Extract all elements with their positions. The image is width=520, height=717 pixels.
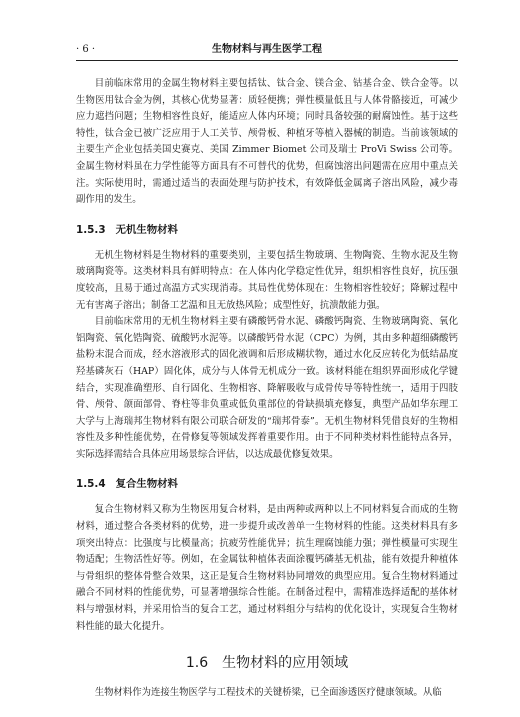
section-title: 生物材料的应用领域 xyxy=(222,655,349,672)
subsection-heading-1-5-4 xyxy=(76,476,458,492)
running-header xyxy=(76,40,458,61)
page-number: · 6 · xyxy=(76,44,96,55)
subsection-title: 无机生物材料 xyxy=(115,223,178,236)
paragraph-metal-materials: 目前临床常用的金属生物材料主要包括钛、钛合金、镁合金、钴基合金、铁合金等。以生物医用钛合金为例，其核心优势显著：质轻便携；弹性模量低且与人体骨骼接近，可减少应力遮挡问题；生物相容性良好，能适应人体内环境；同时具备较强的耐腐蚀性。基于这些特性，钛合金已被广泛应用于人工关节、颅骨板、种植牙等植入器械的制造。当前该领域的主要生产企业包括美国史赛克、美国 Zimmer Biomet 公司及瑞士 ProVi Swiss 公司等。金属生物材料虽在力学性能等方面具有不可替代的优势，但腐蚀溶出问题需在应用中重点关注。实际使用时，需通过适当的表面处理与防护技术，有效降低金属离子溶出风险，减少毒副作用的发生。 xyxy=(76,78,458,206)
running-title: 生物材料与再生医学工程 xyxy=(212,44,322,55)
subsection-title: 复合生物材料 xyxy=(115,478,178,491)
section-heading-1-6 xyxy=(76,653,458,673)
paragraph-inorganic-clinical: 目前临床常用的无机生物材料主要有磷酸钙骨水泥、磷酸钙陶瓷、生物玻璃陶瓷、氧化铝陶瓷、氧化锆陶瓷、硫酸钙水泥等。以磷酸钙骨水泥（CPC）为例，其由多种超细磷酸钙盐粉末混合而成，经水溶液形式的固化液调和后形成糊状物，通过水化反应转化为低结晶度羟基磷灰石（HAP）固化体，成分与人体骨无机成分一致。该材料能在组织界面形成化学键结合，实现准确塑形、自行固化、生物相容、降解吸收与成骨传导等特性统一，适用于四肢骨、颅骨、颌面部骨、脊柱等非负重或低负重部位的骨缺损填充修复，典型产品如华东理工大学与上海瑞邦生物材料有限公司联合研发的“瑞邦骨泰”。无机生物材料凭借良好的生物相容性及多种性能优势，在骨修复等领域发挥着重要作用。由于不同种类材料性能特点各异，实际选择需结合具体应用场景综合评估，以达成最优修复效果。 xyxy=(76,316,458,460)
subsection-heading-1-5-3 xyxy=(76,222,458,238)
paragraph-application-intro: 生物材料作为连接生物医学与工程技术的关键桥梁，已全面渗透医疗健康领域。从临 xyxy=(94,687,442,699)
subsection-number: 1.5.4 xyxy=(76,478,106,491)
body-text xyxy=(76,76,458,702)
paragraph-inorganic-intro: 无机生物材料是生物材料的重要类别，主要包括生物玻璃、生物陶瓷、生物水泥及生物玻璃陶瓷等。这类材料具有鲜明特点：在人体内化学稳定性优异，组织相容性良好，抗压强度较高，且易于通过高温方式实现消毒。其局性优势体现在：生物相容性较好；降解过程中无有害离子溶出；制备工艺温和且无放热风险；成型性好，抗溃散能力强。 xyxy=(76,249,458,311)
section-number: 1.6 xyxy=(185,655,209,672)
subsection-number: 1.5.3 xyxy=(76,223,106,236)
paragraph-composite-materials: 复合生物材料又称为生物医用复合材料，是由两种或两种以上不同材料复合而成的生物材料，通过整合各类材料的优势，进一步提升或改善单一生物材料的性能。这类材料具有多项突出特点：比强度与比模量高；抗疲劳性能优异；抗生理腐蚀能力强；弹性模量可实现生物适配；生物活性好等。例如，在金属钛种植体表面涂覆钙磷基无机盐，能有效提升种植体与骨组织的整体骨整合效果，这正是复合生物材料协同增效的典型应用。复合生物材料通过融合不同材料的性能优势，可显著增强综合性能。在制备过程中，需精准选择适配的基体材料与增强材料，并采用恰当的复合工艺，通过材料组分与结构的优化设计，实现复合生物材料性能的最大化提升。 xyxy=(76,504,458,632)
